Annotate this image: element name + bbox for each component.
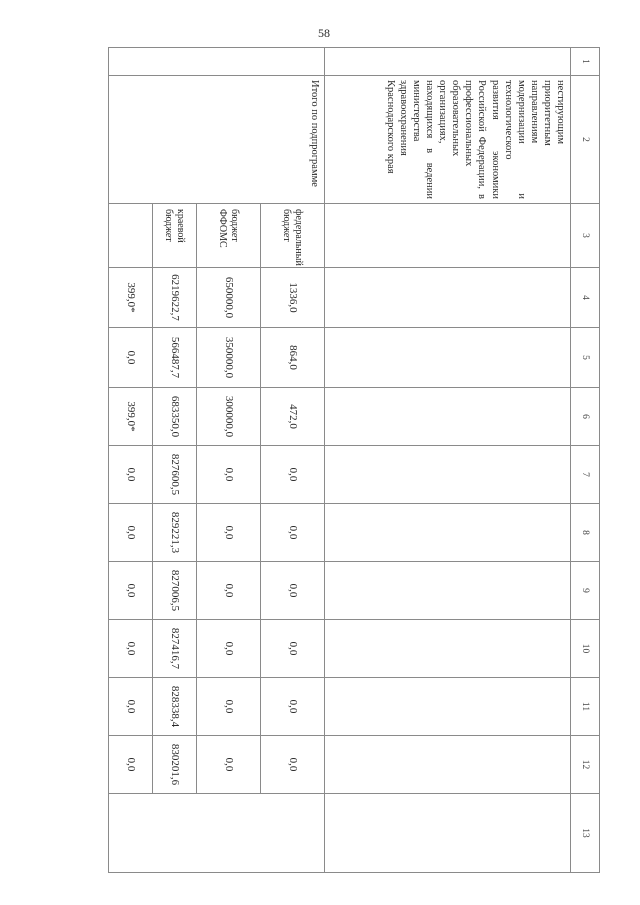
table-cell: 0,0 xyxy=(109,328,153,388)
table-cell: 830201,6 xyxy=(153,736,197,794)
table-cell: 827600,5 xyxy=(153,446,197,504)
col-number: 13 xyxy=(571,794,600,873)
table-cell: 0,0 xyxy=(197,504,261,562)
table-cell: 0,0 xyxy=(261,504,325,562)
table-cell: 0,0 xyxy=(197,446,261,504)
table-cell: 0,0 xyxy=(261,562,325,620)
col-number: 1 xyxy=(571,48,600,76)
table-cell: 0,0 xyxy=(197,678,261,736)
table-cell: 0,0 xyxy=(197,562,261,620)
table-cell: 6219622,7 xyxy=(153,268,197,328)
table-cell: 472,0 xyxy=(261,388,325,446)
budget-table xyxy=(108,47,600,873)
table-cell: 0,0 xyxy=(109,678,153,736)
col-number: 2 xyxy=(571,76,600,204)
table-cell: 827416,7 xyxy=(153,620,197,678)
table-cell: 683350,0 xyxy=(153,388,197,446)
table-cell: 1336,0 xyxy=(261,268,325,328)
table-cell: 0,0 xyxy=(109,620,153,678)
event-description: нестирующим приоритетным направлениям модернизации и технологического развития экономики Российской Федерации, в профессиональных образовательных организациях, находящихся в ведении министерства здравоохранения Краснодарского края xyxy=(325,76,571,204)
table-cell: 0,0 xyxy=(197,620,261,678)
table-cell: 0,0 xyxy=(109,446,153,504)
funding-source: федеральный бюджет xyxy=(261,204,325,268)
column-number-row xyxy=(571,48,600,873)
table-cell: 566487,7 xyxy=(153,328,197,388)
table-cell: 864,0 xyxy=(261,328,325,388)
table-cell: 0,0 xyxy=(261,736,325,794)
col-number: 4 xyxy=(571,268,600,328)
table-cell: 0,0 xyxy=(109,504,153,562)
col-number: 9 xyxy=(571,562,600,620)
page-number: 58 xyxy=(318,26,330,40)
table-cell: 828338,4 xyxy=(153,678,197,736)
funding-source xyxy=(109,204,153,268)
table-cell: 0,0 xyxy=(261,446,325,504)
col-number: 8 xyxy=(571,504,600,562)
col-number: 10 xyxy=(571,620,600,678)
col-number: 7 xyxy=(571,446,600,504)
table-cell: 0,0 xyxy=(261,678,325,736)
table-cell: 399,0* xyxy=(109,268,153,328)
table-cell: 0,0 xyxy=(197,736,261,794)
rotated-table-wrapper xyxy=(92,47,600,872)
col-number: 11 xyxy=(571,678,600,736)
col-number: 3 xyxy=(571,204,600,268)
col-number: 12 xyxy=(571,736,600,794)
col-number: 6 xyxy=(571,388,600,446)
table-cell: 0,0 xyxy=(109,562,153,620)
table-cell: 650000,0 xyxy=(197,268,261,328)
table-row xyxy=(261,48,325,873)
table-cell: 829221,3 xyxy=(153,504,197,562)
funding-source: бюджет ФФОМС xyxy=(197,204,261,268)
description-row xyxy=(325,48,571,873)
table-cell: 300000,0 xyxy=(197,388,261,446)
table-cell: 827006,5 xyxy=(153,562,197,620)
table-cell: 0,0 xyxy=(109,736,153,794)
table-cell: 350000,0 xyxy=(197,328,261,388)
table-cell: 399,0* xyxy=(109,388,153,446)
col-number: 5 xyxy=(571,328,600,388)
total-label: Итого по подпрограмме xyxy=(109,76,325,204)
funding-source: краевой бюджет xyxy=(153,204,197,268)
table-cell: 0,0 xyxy=(261,620,325,678)
